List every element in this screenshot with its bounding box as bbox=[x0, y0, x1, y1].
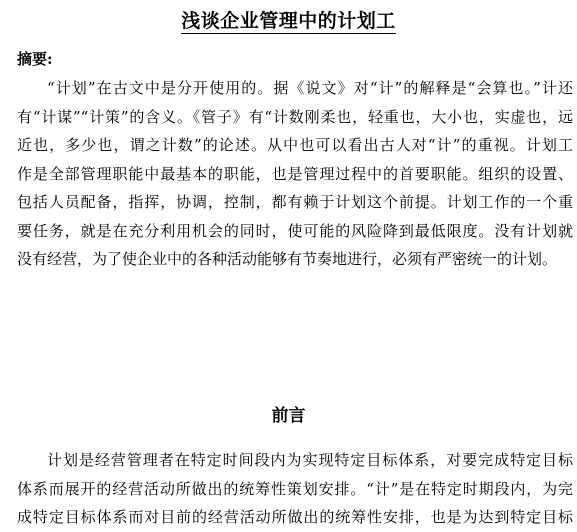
section-heading-preface: 前言 bbox=[271, 406, 306, 426]
abstract-paragraph bbox=[17, 74, 573, 274]
abstract-line: 作是全部管理职能中最基本的职能，也是管理过程中的首要职能。组织的设置、 bbox=[17, 164, 573, 183]
abstract-line: 包括人员配备，指挥，协调，控制，都有赖于计划这个前提。计划工作的一个重 bbox=[17, 193, 573, 211]
preface-line: 成特定目标体系而对目前的经营活动所做出的统筹性安排，也是为达到特定目标 bbox=[17, 508, 573, 526]
abstract-line: 有“计谋”“计策”的含义。《管子》有“计数刚柔也，轻重也，大小也，实虚也，远 bbox=[17, 107, 573, 126]
abstract-line: 没有经营，为了使企业中的各种活动能够有节奏地进行，必须有严密统一的计划。 bbox=[17, 250, 558, 268]
document-title-text: 浅谈企业管理中的计划工 bbox=[181, 10, 396, 32]
preface-line: 计划是经营管理者在特定时间段内为实现特定目标体系，对要完成特定目标 bbox=[47, 451, 573, 469]
document-title bbox=[0, 6, 577, 33]
preface-paragraph bbox=[17, 446, 573, 532]
preface-line: 体系而展开的经营活动所做出的统筹性策划安排。“计”是在特定时期段内，为完 bbox=[17, 479, 573, 498]
abstract-label: 摘要: bbox=[17, 50, 53, 68]
abstract-line: “计划”在古文中是分开使用的。据《说文》对“计”的解释是“会算也。”计还 bbox=[47, 79, 573, 97]
abstract-line: 要任务，就是在充分利用机会的同时，使可能的风险降到最低限度。没有计划就 bbox=[17, 221, 573, 240]
abstract-line: 近也，多少也，谓之计数”的论述。从中也可以看出古人对“计”的重视。计划工 bbox=[17, 136, 573, 154]
